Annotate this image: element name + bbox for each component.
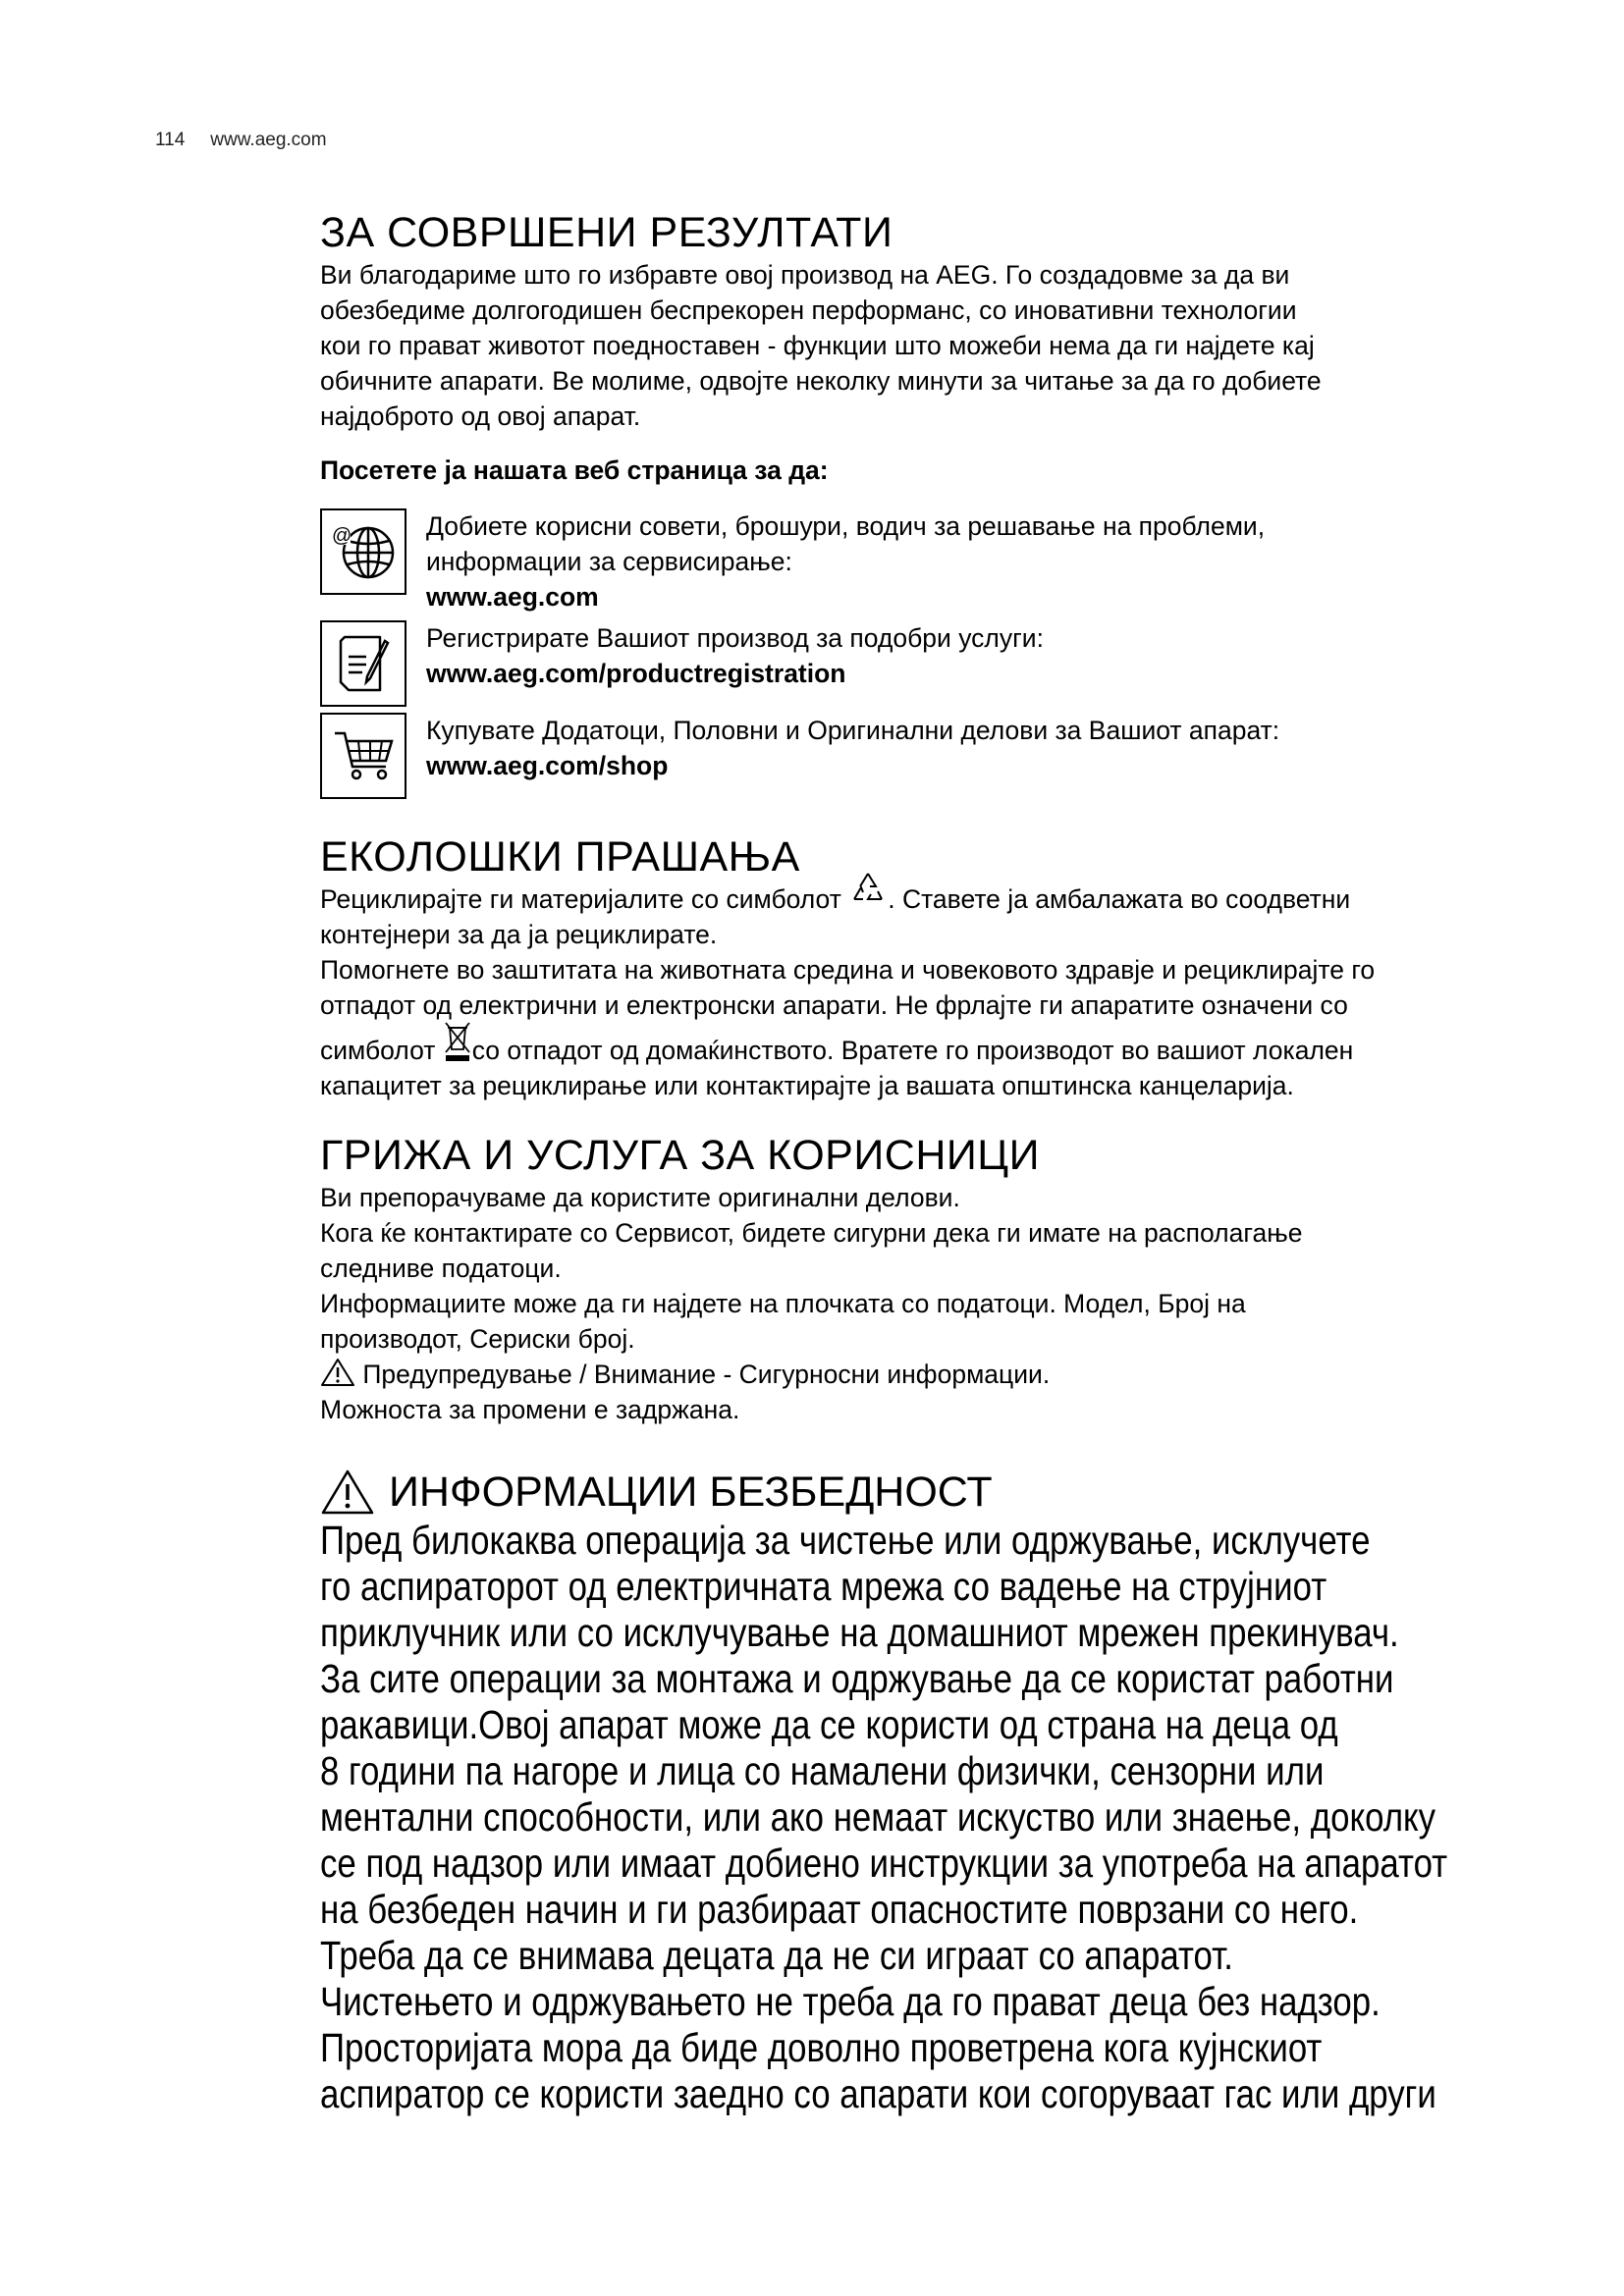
warning-icon (320, 1357, 355, 1388)
text-line: Кога ќе контактирате со Сервисот, бидете сигурни дека ги имате на располагање (320, 1218, 1303, 1248)
text-line: приклучник или со исклучување на домашниот мрежен прекинувач. (320, 1610, 1399, 1655)
svg-text:@: @ (332, 525, 352, 547)
link-row-registration (320, 620, 1538, 707)
link-description: информации за сервисирање: (426, 547, 792, 576)
text-line: контејнери за да ја рециклирате. (320, 920, 718, 949)
text-line: симболот со отпадот од домаќинството. Вратете го производот во вашиот локален (320, 1033, 1538, 1068)
safety-title: ИНФОРМАЦИИ БЕЗБЕДНОСТ (389, 1468, 993, 1516)
text-line: следниве податоци. (320, 1254, 562, 1283)
text-line: на безбеден начин и ги разбираат опасностите поврзани со него. (320, 1887, 1359, 1932)
safety-heading (320, 1467, 1538, 1518)
text-line: го аспираторот од електричната мрежа со вадење на струјниот (320, 1564, 1327, 1609)
page-number: 114 (155, 130, 186, 150)
perfect-results-text (320, 257, 1538, 434)
text-line: Ви благодариме што го избравте овој производ на AEG. Го создадовме за да ви (320, 260, 1290, 290)
text-line: Информациите може да ги најдете на плочката со податоци. Модел, Број на (320, 1289, 1246, 1318)
registration-link[interactable]: www.aeg.com/productregistration (426, 659, 846, 688)
text-line: Ви препорачуваме да користите оригинални делови. (320, 1183, 960, 1212)
text-line: 8 години па нагоре и лица со намалени физички, сензорни или (320, 1748, 1325, 1793)
globe-icon (320, 508, 406, 595)
visit-website-heading: Посетете ја нашата веб страница за да: (320, 455, 829, 485)
environment-text (320, 881, 1538, 1103)
text-line: Треба да се внимава децата да не си играат со апаратот. (320, 1933, 1233, 1978)
text-line: Пред билокаква операција за чистење или одржување, исклучете (320, 1518, 1371, 1563)
recycle-icon (848, 870, 888, 909)
link-row-shop (320, 713, 1538, 799)
link-row-support (320, 508, 1538, 614)
text-line: производот, Сериски број. (320, 1324, 635, 1354)
crossed-bin-icon (443, 1020, 472, 1063)
text-line: Можноста за промени е задржана. (320, 1395, 740, 1424)
text-line: кои го прават животот поедноставен - функции што можеби нема да ги најдете кај (320, 331, 1315, 360)
shopping-cart-icon (320, 713, 406, 799)
support-link[interactable]: www.aeg.com (426, 582, 599, 612)
text-line: За сите операции за монтажа и одржување да се користат работни (320, 1656, 1394, 1701)
customer-care-title: ГРИЖА И УСЛУГА ЗА КОРИСНИЦИ (320, 1132, 1040, 1179)
shop-link[interactable]: www.aeg.com/shop (426, 751, 669, 780)
text-line: Предупредување / Внимание - Сигурносни информации. (320, 1357, 1538, 1392)
link-description: Добиете корисни совети, брошури, водич за решавање на проблеми, (426, 511, 1266, 541)
safety-text (320, 1518, 1553, 2117)
header-website: www.aeg.com (210, 130, 327, 150)
perfect-results-title: ЗА СОВРШЕНИ РЕЗУЛТАТИ (320, 209, 893, 256)
text-line: Просторијата мора да биде доволно проветрена кога кујнскиот (320, 2025, 1323, 2070)
page-header (155, 130, 352, 151)
page-content (320, 208, 1538, 2117)
text-line: аспиратор се користи заедно со апарати кои согоруваат гас или други (320, 2071, 1436, 2116)
registration-icon (320, 620, 406, 707)
text-line: обичните апарати. Ве молиме, одвојте неколку минути за читање за да го добиете (320, 366, 1322, 396)
text-line: се под надзор или имаат добиено инструкции за употреба на апаратот (320, 1841, 1448, 1886)
text-line: Рециклирајте ги материјалите со симболот . Ставете ја амбалажата во соодветни (320, 881, 1538, 917)
customer-care-text (320, 1180, 1538, 1427)
text-line: ментални способности, или ако немаат искуство или знаење, доколку (320, 1794, 1436, 1840)
text-line: капацитет за рециклирање или контактирајте ја вашата општинска канцеларија. (320, 1071, 1294, 1100)
link-text (426, 620, 1044, 691)
link-text (426, 713, 1279, 783)
text-line: обезбедиме долгогодишен беспрекорен перформанс, со иновативни технологии (320, 295, 1297, 325)
link-text (426, 508, 1265, 614)
text-line: отпадот од електрични и електронски апарати. Не фрлајте ги апаратите означени со (320, 990, 1348, 1020)
text-line: Чистењето и одржувањето не треба да го прават деца без надзор. (320, 1979, 1380, 2024)
text-line: ракавици.Овој апарат може да се користи од страна на деца од (320, 1702, 1338, 1747)
environment-title: ЕКОЛОШКИ ПРАШАЊА (320, 833, 800, 881)
link-description: Купувате Додатоци, Половни и Оригинални делови за Вашиот апарат: (426, 716, 1280, 745)
warning-icon (320, 1468, 375, 1516)
text-line: најдоброто од овој апарат. (320, 401, 641, 431)
text-line: Помогнете во заштитата на животната средина и човековото здравје и рециклирајте го (320, 955, 1376, 985)
link-description: Регистрирате Вашиот производ за подобри услуги: (426, 623, 1044, 653)
